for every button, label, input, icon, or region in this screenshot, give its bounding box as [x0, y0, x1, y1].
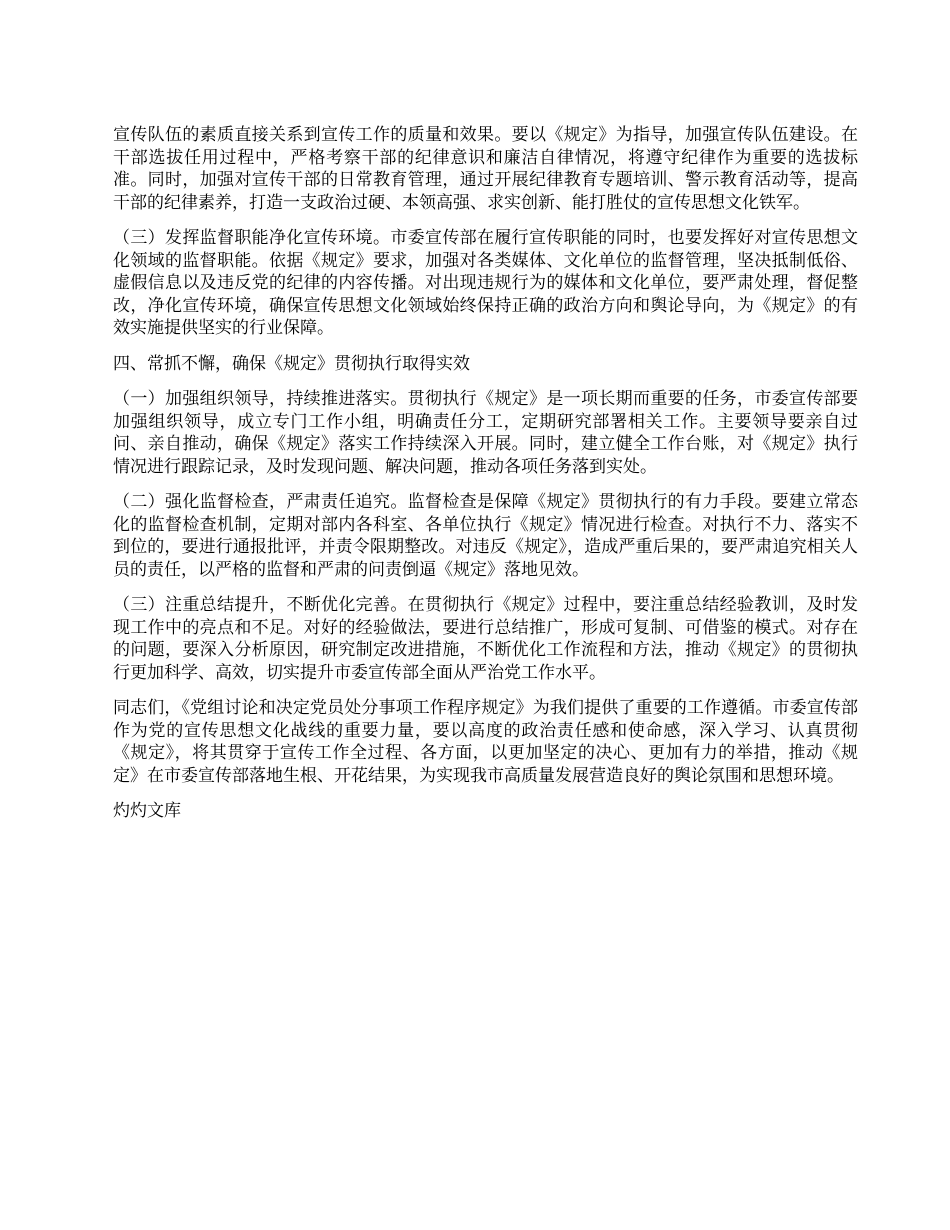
- paragraph-conclusion: 同志们，《党组讨论和决定党员处分事项工作程序规定》为我们提供了重要的工作遵循。市委宣传部作为党的宣传思想文化战线的重要力量，要以高度的政治责任感和使命感，深入学习、认真贯彻《规定》，将其贯穿于宣传工作全过程、各方面，以更加坚定的决心、更加有力的举措，推动《规定》在市委宣传部落地生根、开花结果，为实现我市高质量发展营造良好的舆论氛围和思想环境。: [113, 698, 858, 786]
- footer-source-label: 灼灼文库: [113, 801, 181, 821]
- paragraph-organization-leadership: （一）加强组织领导，持续推进落实。贯彻执行《规定》是一项长期而重要的任务，市委宣传部要加强组织领导，成立专门工作小组，明确责任分工，定期研究部署相关工作。主要领导要亲自过问、亲自推动，确保《规定》落实工作持续深入开展。同时，建立健全工作台账，对《规定》执行情况进行跟踪记录，及时发现问题、解决问题，推动各项任务落到实处。: [113, 389, 858, 477]
- paragraph-supervision-role: （三）发挥监督职能净化宣传环境。市委宣传部在履行宣传职能的同时，也要发挥好对宣传思想文化领域的监督职能。依据《规定》要求，加强对各类媒体、文化单位的监督管理，坚决抵制低俗、虚假信息以及违反党的纪律的内容传播。对出现违规行为的媒体和文化单位，要严肃处理，督促整改，净化宣传环境，确保宣传思想文化领域始终保持正确的政治方向和舆论导向，为《规定》的有效实施提供坚实的行业保障。: [113, 228, 858, 338]
- document-page: [113, 124, 858, 823]
- paragraph-supervision-inspection: （二）强化监督检查，严肃责任追究。监督检查是保障《规定》贯彻执行的有力手段。要建立常态化的监督检查机制，定期对部内各科室、各单位执行《规定》情况进行检查。对执行不力、落实不到位的，要进行通报批评，并责令限期整改。对违反《规定》，造成严重后果的，要严肃追究相关人员的责任，以严格的监督和严肃的问责倒逼《规定》落地见效。: [113, 492, 858, 580]
- paragraph-summary-improvement: （三）注重总结提升，不断优化完善。在贯彻执行《规定》过程中，要注重总结经验教训，及时发现工作中的亮点和不足。对好的经验做法，要进行总结推广，形成可复制、可借鉴的模式。对存在的问题，要深入分析原因，研究制定改进措施，不断优化工作流程和方法，推动《规定》的贯彻执行更加科学、高效，切实提升市委宣传部全面从严治党工作水平。: [113, 595, 858, 683]
- paragraph-team-building: 宣传队伍的素质直接关系到宣传工作的质量和效果。要以《规定》为指导，加强宣传队伍建设。在干部选拔任用过程中，严格考察干部的纪律意识和廉洁自律情况，将遵守纪律作为重要的选拔标准。同时，加强对宣传干部的日常教育管理，通过开展纪律教育专题培训、警示教育活动等，提高干部的纪律素养，打造一支政治过硬、本领高强、求实创新、能打胜仗的宣传思想文化铁军。: [113, 125, 858, 213]
- section-heading-four: 四、常抓不懈，确保《规定》贯彻执行取得实效: [113, 353, 470, 374]
